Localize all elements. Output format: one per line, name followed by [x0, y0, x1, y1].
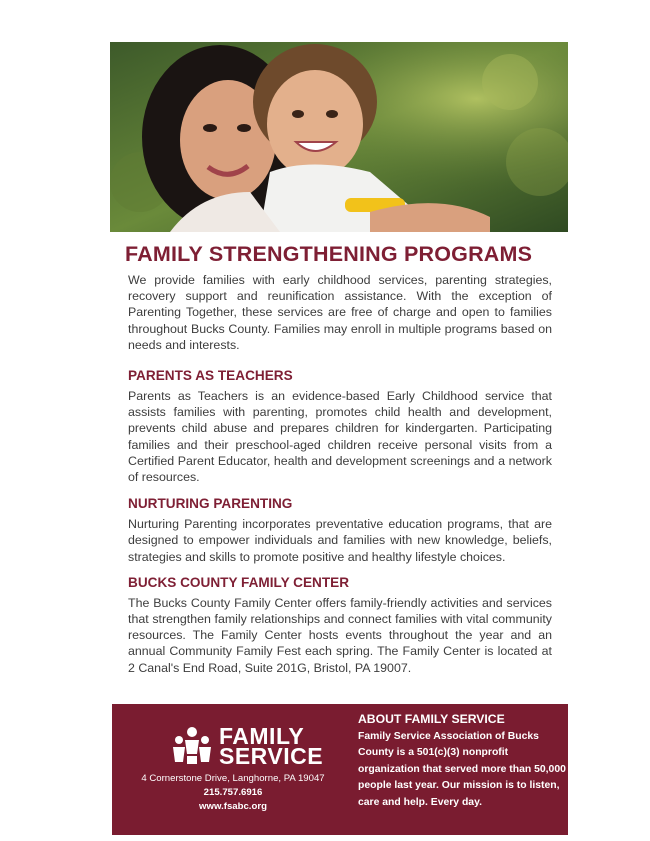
- address: 4 Cornerstone Drive, Langhorne, PA 19047: [141, 773, 325, 784]
- hero-photo: [110, 42, 568, 232]
- section-body: Parents as Teachers is an evidence-based Early Childhood service that assists families with parenting, promotes child health and development, prevents child abuse and prepares children for kindergarten. Participating families and their preschool-aged children receive personal visits from a Certified Parent Educator, health and development screenings and a network of resources.: [128, 389, 552, 485]
- section-title: BUCKS COUNTY FAMILY CENTER: [128, 574, 350, 590]
- section-body: The Bucks County Family Center offers family-friendly activities and services that strengthen family relationships and connect families with vital community resources. The Family Center hosts events throughout the year and an annual Community Family Fest each spring. The Family Center is located at 2 Canal's End Road, Suite 201G, Bristol, PA 19007.: [128, 595, 552, 675]
- family-service-logo: [172, 723, 324, 769]
- family-people-icon: [172, 726, 212, 766]
- section-body: Nurturing Parenting incorporates preventative education programs, that are designed to empower individuals and families with new knowledge, beliefs, strategies and skills to promote positive and healthy lifestyle choices.: [128, 517, 552, 564]
- about-body: Family Service Association of Bucks County is a 501(c)(3) nonprofit organization that served more than 50,000 people last year. Our mission is to listen, care and help. Every day.: [358, 731, 566, 808]
- footer-banner: [112, 704, 568, 835]
- intro-paragraph: We provide families with early childhood services, parenting strategies, recovery support and reunification assistance. With the exception of Parenting Together, these services are free of charge and open to families throughout Bucks County. Families may enroll in multiple programs based on needs and interests.: [128, 273, 552, 352]
- main-content: [125, 242, 552, 676]
- section-nurturing-parenting: [128, 496, 552, 565]
- logo-line-1: FAMILY: [219, 723, 305, 749]
- section-parents-as-teachers: [128, 368, 552, 485]
- section-title: NURTURING PARENTING: [128, 496, 293, 512]
- section-title: PARENTS AS TEACHERS: [128, 368, 293, 384]
- logo-wordmark: [219, 723, 324, 769]
- section-bucks-county-family-center: [128, 575, 552, 676]
- about-title: ABOUT FAMILY SERVICE: [358, 712, 505, 726]
- contact-block: [118, 772, 348, 814]
- mother-child-photo-illustration: [110, 42, 568, 232]
- logo-line-2: SERVICE: [219, 743, 324, 769]
- about-block: [358, 712, 568, 811]
- website-link[interactable]: www.fsabc.org: [199, 801, 267, 812]
- page-title: FAMILY STRENGTHENING PROGRAMS: [125, 242, 533, 266]
- phone-number: 215.757.6916: [203, 787, 263, 798]
